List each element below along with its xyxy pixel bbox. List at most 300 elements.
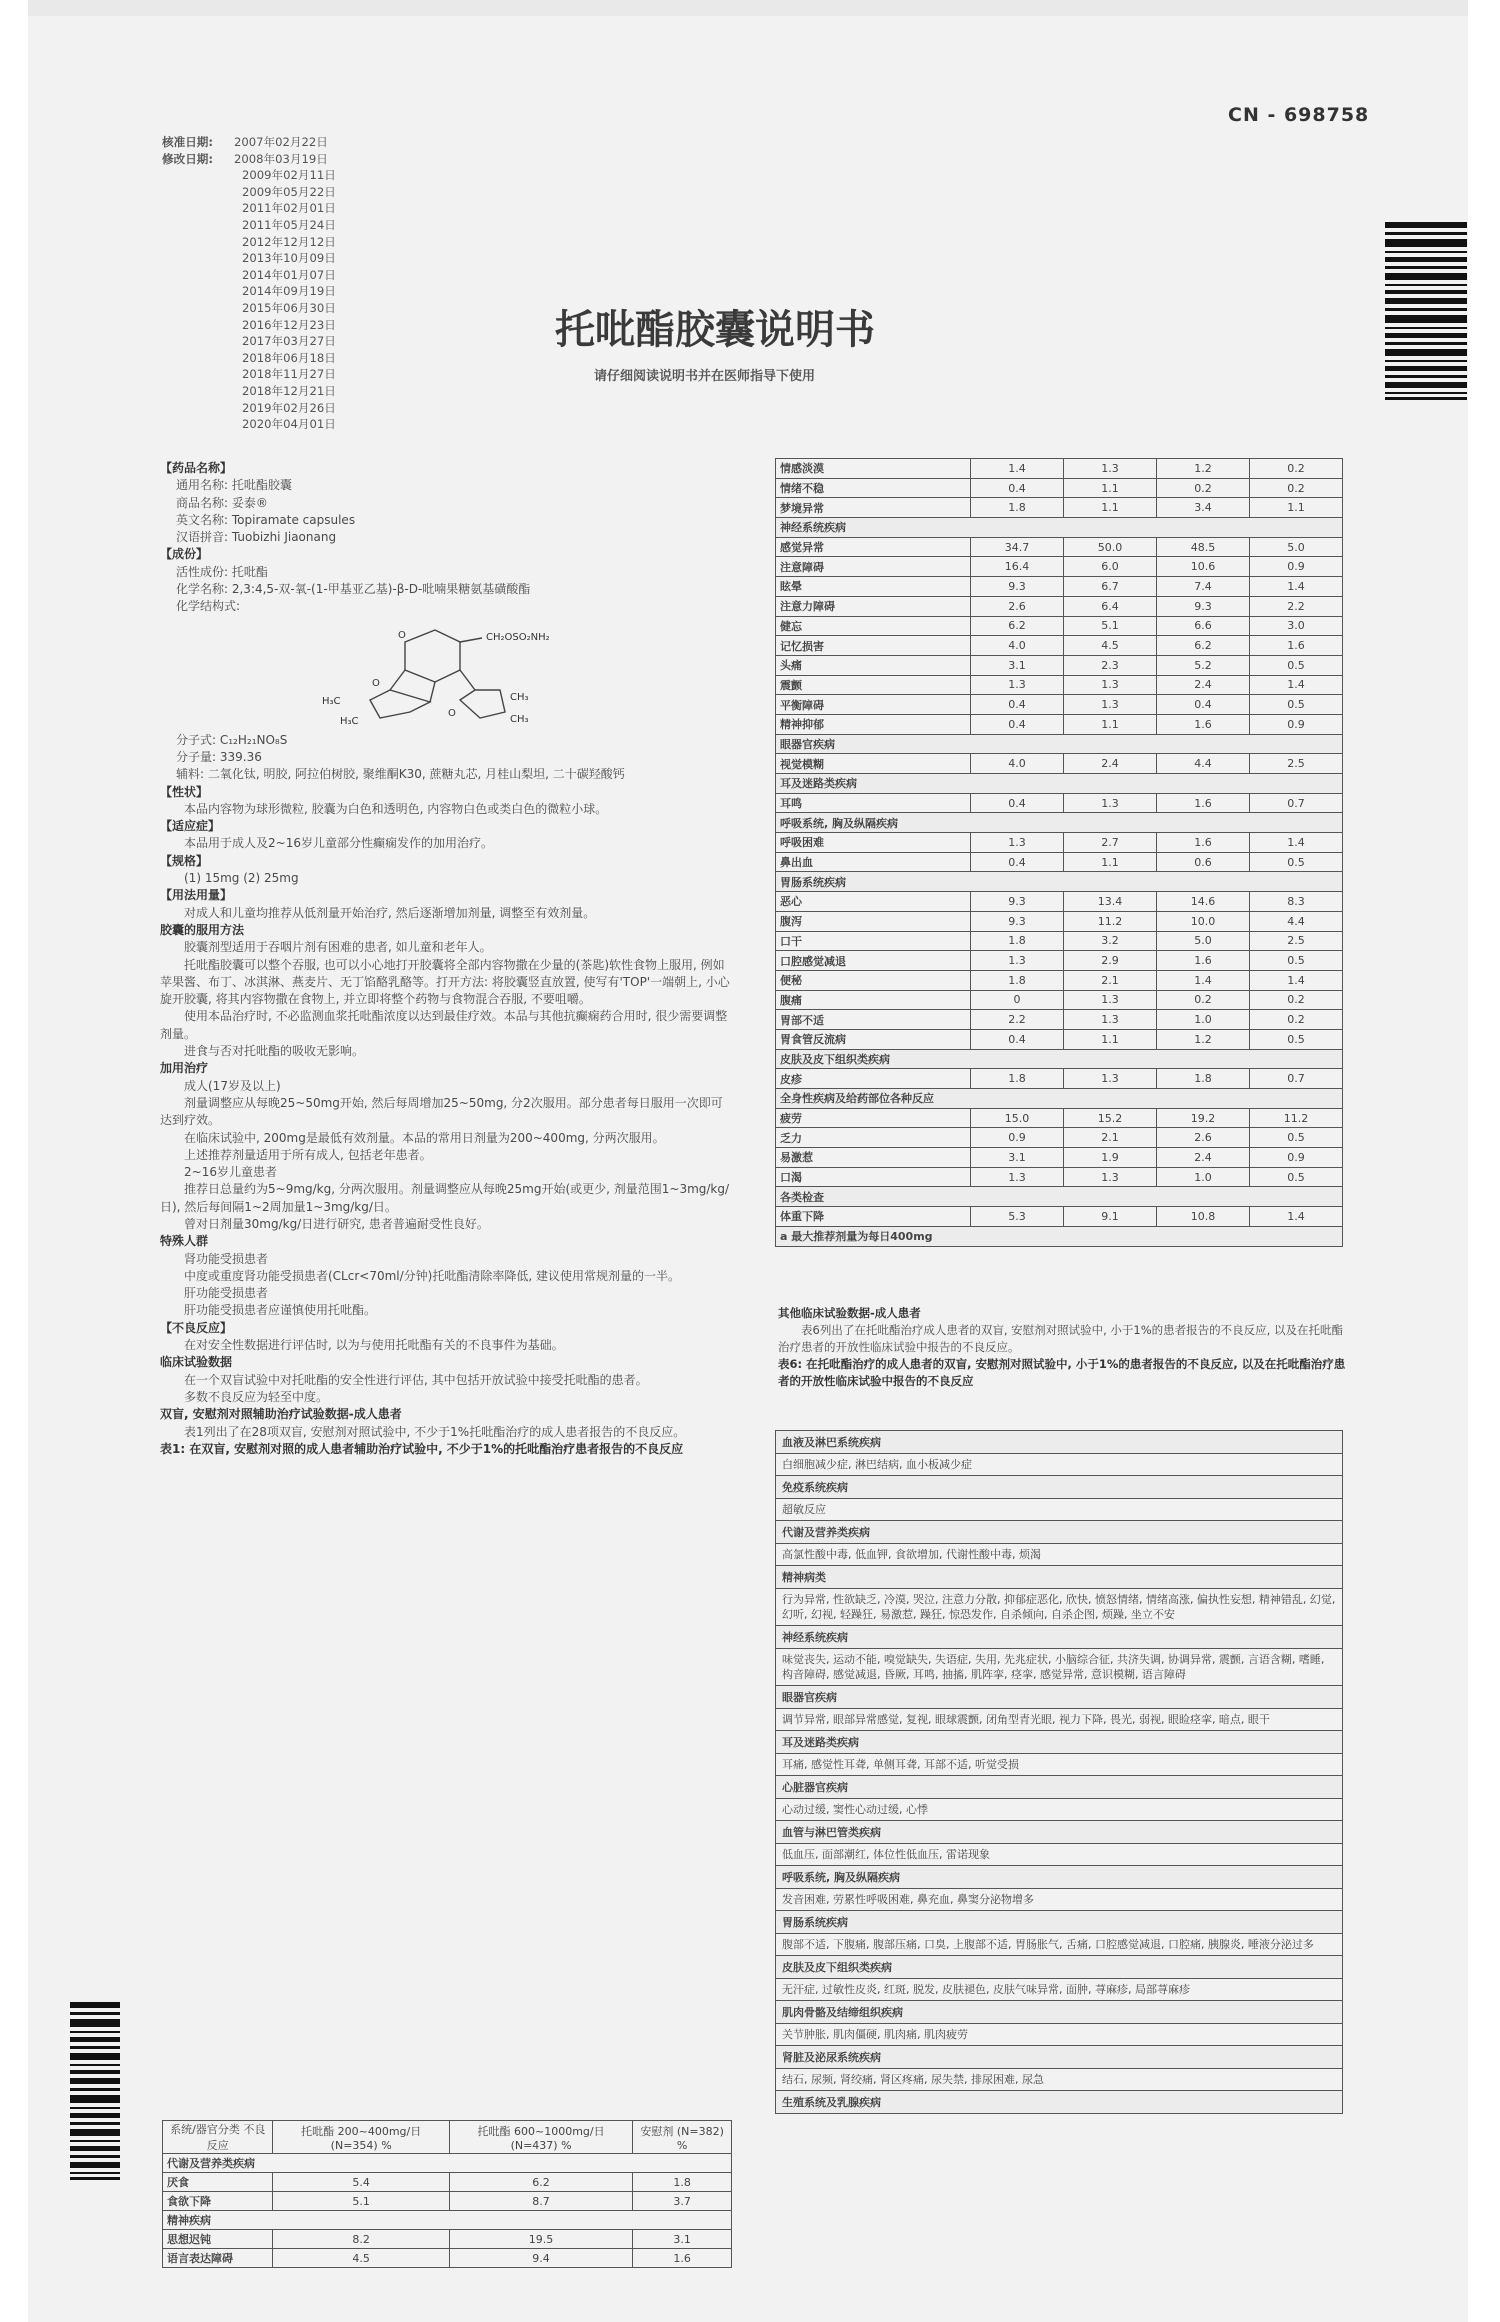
table-cell: 易激惹 [776,1148,971,1168]
text-subheading: 双盲, 安慰剂对照辅助治疗试验数据-成人患者 [160,1407,402,1422]
table-cell: 1.3 [1064,793,1157,813]
text-subheading: 加用治疗 [160,1061,209,1076]
table-row [776,911,1343,931]
table-cell: 2.9 [1064,951,1157,971]
text-subheading: 特殊人群 [160,1234,209,1249]
right-middle-text [778,1305,1348,1390]
table-cell: 3.4 [1157,498,1250,518]
svg-text:CH₂OSO₂NH₂: CH₂OSO₂NH₂ [486,631,550,643]
table-cell: 50.0 [1064,537,1157,557]
table-cell: 1.1 [1064,1029,1157,1049]
table-cell: 视觉模糊 [776,754,971,774]
table-group: 呼吸系统, 胸及纵隔疾病 [776,813,1343,833]
table-row [776,616,1343,636]
table-cell: 关节肿胀, 肌肉僵硬, 肌肉痛, 肌肉疲劳 [776,2024,1343,2046]
adverse-reaction-table-6 [775,1430,1343,2114]
table-row [776,655,1343,675]
table-cell: 1.3 [1064,459,1157,479]
table-cell: 14.6 [1157,892,1250,912]
table-cell: 1.8 [971,931,1064,951]
table-cell: 2.4 [1064,754,1157,774]
table-group: 眼器官疾病 [776,1686,1343,1709]
table-cell: 4.0 [971,754,1064,774]
table-cell: 2.2 [971,1010,1064,1030]
table-cell: 2.4 [1157,675,1250,695]
table-cell: 3.1 [633,2230,732,2249]
table-group: 代谢及营养类疾病 [163,2154,732,2173]
table-row [776,557,1343,577]
table-cell: 1.3 [1064,1010,1157,1030]
table-group: 免疫系统疾病 [776,1476,1343,1499]
text-paragraph: 推荐日总量约为5~9mg/kg, 分两次服用。剂量调整应从每晚25mg开始(或更少, 剂量范围1~3mg/kg/日), 然后每间隔1~2周加量1~3mg/kg/日。 [160,1182,730,1214]
text-line: 英文名称: Topiramate capsules [176,512,356,527]
text-paragraph: 使用本品治疗时, 不必监测血浆托吡酯浓度以达到最佳疗效。本品与其他抗癫痫药合用时, 很少需要调整剂量。 [160,1009,728,1041]
table-row [776,754,1343,774]
table-cell: 1.4 [1250,833,1343,853]
table-row [776,459,1343,479]
table-cell: 5.4 [273,2173,449,2192]
table-header: 托吡酯 600~1000mg/日 (N=437) % [449,2121,632,2154]
revision-date: 2020年04月01日 [242,417,336,432]
revision-date: 2017年03月27日 [242,334,336,349]
table-cell: 味觉丧失, 运动不能, 嗅觉缺失, 失语症, 失用, 先兆症状, 小脑综合征, 共济失调, 协调异常, 震颤, 言语含糊, 嗜睡, 构音障碍, 感觉减退, 昏厥, 耳鸣, 抽搐, 肌阵挛, 痉挛, 感觉异常, 意识模糊, 语言障碍 [776,1649,1343,1686]
table-cell: 4.4 [1250,911,1343,931]
section-heading: 【成份】 [160,547,209,562]
table-cell: 6.2 [449,2173,632,2192]
table-cell: 行为异常, 性欲缺乏, 冷漠, 哭泣, 注意力分散, 抑郁症恶化, 欣快, 愤怒情绪, 情绪高涨, 偏执性妄想, 精神错乱, 幻觉, 幻听, 幻视, 轻躁狂, 易激惹, 躁狂, 惊恐发作, 自杀倾向, 自杀企图, 烦躁, 坐立不安 [776,1589,1343,1626]
table-cell: 6.7 [1064,577,1157,597]
table-cell: 1.2 [1157,1029,1250,1049]
section-heading: 【适应症】 [160,819,221,834]
table-cell: 便秘 [776,970,971,990]
table-cell: 1.6 [1250,636,1343,656]
table-header: 托吡酯 200~400mg/日 (N=354) % [273,2121,449,2154]
document-title: 托吡酯胶囊说明书 [555,307,875,353]
table-group: 心脏器官疾病 [776,1776,1343,1799]
revision-date: 2011年05月24日 [242,217,336,232]
table-cell: 2.3 [1064,655,1157,675]
table-cell: 精神抑郁 [776,714,971,734]
table-cell: 1.6 [1157,793,1250,813]
table-cell: 1.4 [1250,1207,1343,1227]
table-cell: 6.6 [1157,616,1250,636]
text-paragraph: 肝功能受损患者 [184,1286,269,1301]
text-paragraph: 本品用于成人及2~16岁儿童部分性癫痫发作的加用治疗。 [184,836,493,851]
table-group: 生殖系统及乳腺疾病 [776,2091,1343,2114]
table-cell: 19.5 [449,2230,632,2249]
table-cell: 1.1 [1250,498,1343,518]
table-cell: 0.5 [1250,655,1343,675]
table-group: 代谢及营养类疾病 [776,1521,1343,1544]
table-cell: 0.9 [1250,714,1343,734]
text-paragraph: 剂量调整应从每晚25~50mg开始, 然后每周增加25~50mg, 分2次服用。部分患者每日服用一次即可达到疗效。 [160,1095,723,1128]
table-group: 肾脏及泌尿系统疾病 [776,2046,1343,2069]
table-cell: 鼻出血 [776,852,971,872]
table-group: 神经系统疾病 [776,1626,1343,1649]
table-cell: 1.0 [1157,1010,1250,1030]
text-paragraph: 2~16岁儿童患者 [184,1165,277,1180]
table-row [776,1029,1343,1049]
text-paragraph: 在一个双盲试验中对托吡酯的安全性进行评估, 其中包括开放试验中接受托吡酯的患者。 [184,1372,648,1387]
table-cell: 1.3 [1064,990,1157,1010]
table-cell: 情感淡漠 [776,459,971,479]
table-cell: 眩晕 [776,577,971,597]
table-cell: 0.2 [1157,478,1250,498]
section-heading: 【药品名称】 [160,461,233,475]
table-cell: 16.4 [971,557,1064,577]
table-cell: 注意力障碍 [776,596,971,616]
table-cell: 1.8 [971,970,1064,990]
table-cell: 8.2 [273,2230,449,2249]
table-cell: 0.4 [971,793,1064,813]
text-paragraph: 对成人和儿童均推荐从低剂量开始治疗, 然后逐渐增加剂量, 调整至有效剂量。 [184,905,596,920]
table-cell: 13.4 [1064,892,1157,912]
table-cell: 0.4 [971,478,1064,498]
table-cell: 震颤 [776,675,971,695]
table-cell: 8.7 [449,2192,632,2211]
table-group: 血液及淋巴系统疾病 [776,1431,1343,1454]
table-row [776,970,1343,990]
barcode-bottom-icon [70,2002,120,2180]
table-cell: 1.1 [1064,478,1157,498]
table-cell: 4.0 [971,636,1064,656]
table-cell: 0.9 [1250,557,1343,577]
text-paragraph: 肾功能受损患者 [184,1251,269,1266]
table-cell: 34.7 [971,537,1064,557]
table-cell: 1.2 [1157,459,1250,479]
table-cell: 0.7 [1250,1069,1343,1089]
table-cell: 3.2 [1064,931,1157,951]
table-cell: 0.2 [1250,1010,1343,1030]
table-row [776,636,1343,656]
text-paragraph: 上述推荐剂量适用于所有成人, 包括老年患者。 [184,1147,432,1162]
table-cell: 48.5 [1157,537,1250,557]
revision-date: 2016年12月23日 [242,317,336,332]
table-cell: 健忘 [776,616,971,636]
table-row [776,577,1343,597]
text-paragraph: (1) 15mg (2) 25mg [184,871,299,886]
table-cell: 9.3 [1157,596,1250,616]
revision-date: 2018年11月27日 [242,367,336,382]
table-cell: 头痛 [776,655,971,675]
table-cell: 9.1 [1064,1207,1157,1227]
text-paragraph: 成人(17岁及以上) [184,1078,281,1093]
table-row [776,892,1343,912]
table-cell: 6.4 [1064,596,1157,616]
table-cell: 5.0 [1157,931,1250,951]
table-cell: 1.1 [1064,714,1157,734]
table-cell: 10.8 [1157,1207,1250,1227]
approval-label: 核准日期: [162,135,214,149]
table-cell: 0.9 [971,1128,1064,1148]
table-row [776,793,1343,813]
table-cell: 呼吸困难 [776,833,971,853]
table-cell: 0.4 [971,1029,1064,1049]
text-paragraph: 表6列出了在托吡酯治疗成人患者的双盲, 安慰剂对照试验中, 小于1%的患者报告的不良反应, 以及在托吡酯治疗患者的开放性临床试验中报告的不良反应。 [778,1323,1343,1354]
table-cell: 口干 [776,931,971,951]
barcode-top-icon [1385,222,1467,400]
table-cell: 语言表达障碍 [163,2249,273,2268]
table-cell: 0.5 [1250,695,1343,715]
table-cell: 超敏反应 [776,1499,1343,1521]
revision-date: 2009年05月22日 [242,184,336,199]
table-cell: 4.5 [1064,636,1157,656]
table-row [776,1148,1343,1168]
text-line: 化学结构式: [176,599,241,614]
table-cell: 1.3 [1064,675,1157,695]
text-paragraph: 多数不良反应为轻至中度。 [184,1389,329,1404]
table-cell: 2.2 [1250,596,1343,616]
table-cell: 胃食管反流病 [776,1029,971,1049]
adverse-reaction-table-1 [162,2120,732,2268]
table-cell: 4.5 [273,2249,449,2268]
table-cell: 10.0 [1157,911,1250,931]
table-cell: 白细胞减少症, 淋巴结病, 血小板减少症 [776,1454,1343,1476]
table-cell: 结石, 尿频, 肾绞痛, 肾区疼痛, 尿失禁, 排尿困难, 尿急 [776,2069,1343,2091]
table-cell: 1.3 [971,675,1064,695]
table-cell: 1.6 [1157,714,1250,734]
section-heading: 【性状】 [160,784,209,799]
table-cell: 情绪不稳 [776,478,971,498]
revision-date: 2015年06月30日 [242,300,336,315]
text-subheading: 胶囊的服用方法 [160,922,245,937]
table-row [776,1207,1343,1227]
text-paragraph: 曾对日剂量30mg/kg/日进行研究, 患者普遍耐受性良好。 [184,1216,489,1231]
table-cell: 皮疹 [776,1069,971,1089]
text-paragraph: 在对安全性数据进行评估时, 以为与使用托吡酯有关的不良事件为基础。 [184,1338,564,1353]
table-cell: 食欲下降 [163,2192,273,2211]
table-cell: 无汗症, 过敏性皮炎, 红斑, 脱发, 皮肤褪色, 皮肤气味异常, 面肿, 荨麻疹, 局部荨麻疹 [776,1979,1343,2001]
table-cell: 0.5 [1250,951,1343,971]
table-cell: 0.2 [1157,990,1250,1010]
table-cell: 恶心 [776,892,971,912]
table-cell: 1.4 [1250,675,1343,695]
table-cell: 2.5 [1250,754,1343,774]
revision-date: 2012年12月12日 [242,234,336,249]
table-group: 耳及迷路类疾病 [776,774,1343,794]
table-cell: 5.2 [1157,655,1250,675]
table-group: 精神疾病 [163,2211,732,2230]
table-cell: 0.5 [1250,852,1343,872]
table-cell: 7.4 [1157,577,1250,597]
table-cell: 0.4 [971,695,1064,715]
svg-text:O: O [372,677,380,689]
table-row [776,498,1343,518]
text-paragraph: 本品内容物为球形微粒, 胶囊为白色和透明色, 内容物白色或类白色的微粒小球。 [184,801,608,816]
table-row [776,1108,1343,1128]
table-group: 胃肠系统疾病 [776,872,1343,892]
table-caption: 表1: 在双盲, 安慰剂对照的成人患者辅助治疗试验中, 不少于1%的托吡酯治疗患者报告的不良反应 [160,1441,684,1456]
table-cell: 2.1 [1064,1128,1157,1148]
table-cell: 15.2 [1064,1108,1157,1128]
table-cell: 1.8 [1157,1069,1250,1089]
table-group: 肌肉骨骼及结缔组织疾病 [776,2001,1343,2024]
table-cell: 3.1 [971,655,1064,675]
table-cell: 1.6 [633,2249,732,2268]
table-cell: 1.4 [971,459,1064,479]
svg-text:O: O [398,629,406,641]
table-cell: 8.3 [1250,892,1343,912]
table-cell: 0.5 [1250,1167,1343,1187]
table-cell: 2.1 [1064,970,1157,990]
table-cell: 1.8 [971,1069,1064,1089]
table-cell: 6.2 [1157,636,1250,656]
revision-label: 修改日期: [162,151,214,166]
table-cell: 疲劳 [776,1108,971,1128]
table-row [776,1167,1343,1187]
revision-date: 2018年12月21日 [242,383,336,398]
svg-text:H₃C: H₃C [322,695,341,707]
table-cell: 发音困难, 劳累性呼吸困难, 鼻充血, 鼻窦分泌物增多 [776,1889,1343,1911]
table-cell: 调节异常, 眼部异常感觉, 复视, 眼球震颤, 闭角型青光眼, 视力下降, 畏光, 弱视, 眼睑痉挛, 暗点, 眼干 [776,1709,1343,1731]
revision-date: 2019年02月26日 [242,400,336,415]
text-paragraph: 胶囊剂型适用于吞咽片剂有困难的患者, 如儿童和老年人。 [184,940,492,955]
table-cell: 0.2 [1250,990,1343,1010]
table-cell: 胃部不适 [776,1010,971,1030]
revision-date: 2009年02月11日 [242,168,336,183]
table-cell: 1.6 [1157,951,1250,971]
revision-dates [162,134,336,433]
table-cell: 1.3 [1064,1069,1157,1089]
table-cell: 0.4 [971,852,1064,872]
text-line: 分子式: C₁₂H₂₁NO₈S [176,732,288,747]
table-cell: 厌食 [163,2173,273,2192]
text-line: 辅料: 二氧化钛, 明胶, 阿拉伯树胶, 聚维酮K30, 蔗糖丸芯, 月桂山梨坦, 二十碳羟酸钙 [176,767,625,782]
table-cell: 1.4 [1157,970,1250,990]
table-cell: 腹部不适, 下腹痛, 腹部压痛, 口臭, 上腹部不适, 胃肠胀气, 舌痛, 口腔感觉减退, 口腔痛, 胰腺炎, 唾液分泌过多 [776,1934,1343,1956]
revision-date: 2014年01月07日 [242,267,336,282]
table-cell: 耳痛, 感觉性耳聋, 单侧耳聋, 耳部不适, 听觉受损 [776,1754,1343,1776]
table-cell: 腹痛 [776,990,971,1010]
table-cell: 梦境异常 [776,498,971,518]
table-cell: 1.4 [1250,970,1343,990]
table-cell: 1.6 [1157,833,1250,853]
table-cell: 1.3 [971,1167,1064,1187]
top-strip [28,0,1468,16]
table-cell: 高氯性酸中毒, 低血钾, 食欲增加, 代谢性酸中毒, 烦渴 [776,1544,1343,1566]
table-cell: 注意障碍 [776,557,971,577]
table-row [776,675,1343,695]
document-code: CN - 698758 [1228,104,1370,126]
table-cell: 1.9 [1064,1148,1157,1168]
text-line: 商品名称: 妥泰® [176,495,268,510]
table-cell: 3.7 [633,2192,732,2211]
text-paragraph: 表1列出了在28项双盲, 安慰剂对照试验中, 不少于1%托吡酯治疗的成人患者报告的不良反应。 [184,1424,686,1439]
table-group: 眼器官疾病 [776,734,1343,754]
table-row [776,833,1343,853]
text-line: 分子量: 339.36 [176,749,262,764]
table-cell: 平衡障碍 [776,695,971,715]
table-row [776,931,1343,951]
table-caption: 表6: 在托吡酯治疗的成人患者的双盲, 安慰剂对照试验中, 小于1%的患者报告的不良反应, 以及在托吡酯治疗患者的开放性临床试验中报告的不良反应 [778,1357,1346,1388]
table-cell: 9.3 [971,892,1064,912]
chemical-structure-icon [310,620,560,730]
table-cell: 心动过缓, 窦性心动过缓, 心悸 [776,1799,1343,1821]
table-cell: 9.3 [971,577,1064,597]
table-cell: 0.4 [1157,695,1250,715]
table-cell: 0.9 [1250,1148,1343,1168]
text-line: 活性成份: 托吡酯 [176,564,268,579]
table-cell: 2.5 [1250,931,1343,951]
table-group: 全身性疾病及给药部位各种反应 [776,1089,1343,1109]
table-cell: 乏力 [776,1128,971,1148]
table-cell: 1.3 [1064,1167,1157,1187]
table-cell: 0.2 [1250,478,1343,498]
table-cell: 6.0 [1064,557,1157,577]
table-cell: 2.4 [1157,1148,1250,1168]
table-cell: 0.5 [1250,1128,1343,1148]
text-line: 汉语拼音: Tuobizhi Jiaonang [176,530,337,545]
table-cell: 低血压, 面部潮红, 体位性低血压, 雷诺现象 [776,1844,1343,1866]
text-paragraph: 肝功能受损患者应谨慎使用托吡酯。 [184,1303,377,1318]
svg-text:CH₃: CH₃ [510,713,529,725]
table-header: 系统/器官分类 不良反应 [163,2121,273,2154]
table-cell: 记忆损害 [776,636,971,656]
text-paragraph: 进食与否对托吡酯的吸收无影响。 [184,1044,365,1059]
table-row [776,990,1343,1010]
table-cell: 0.7 [1250,793,1343,813]
text-paragraph: 中度或重度肾功能受损患者(CLcr<70ml/分钟)托吡酯清除率降低, 建议使用常规剂量的一半。 [184,1268,680,1283]
revision-date: 2011年02月01日 [242,201,336,216]
document-subtitle: 请仔细阅读说明书并在医师指导下使用 [594,369,816,384]
table-cell: 3.1 [971,1148,1064,1168]
table-cell: 1.8 [633,2173,732,2192]
table-group: 各类检查 [776,1187,1343,1207]
approval-date: 2007年02月22日 [234,135,328,149]
table-cell: 0 [971,990,1064,1010]
adverse-reaction-table-continued [775,458,1343,1247]
table-row [776,714,1343,734]
table-cell: 0.2 [1250,459,1343,479]
table-row [776,1128,1343,1148]
table-group: 耳及迷路类疾病 [776,1731,1343,1754]
table-cell: 感觉异常 [776,537,971,557]
left-column [160,460,732,1458]
table-cell: 3.0 [1250,616,1343,636]
table-cell: 4.4 [1157,754,1250,774]
table-cell: 1.3 [1064,695,1157,715]
table-cell: 19.2 [1157,1108,1250,1128]
table-header: 安慰剂 (N=382) % [633,2121,732,2154]
table-cell: 1.3 [971,951,1064,971]
table-cell: 1.0 [1157,1167,1250,1187]
table-row [776,852,1343,872]
table-cell: 0.6 [1157,852,1250,872]
table-cell: 11.2 [1250,1108,1343,1128]
table-row [776,1010,1343,1030]
text-subheading: 临床试验数据 [160,1355,233,1370]
section-heading: 【规格】 [160,853,209,868]
svg-text:CH₃: CH₃ [510,691,529,703]
table-cell: 口渴 [776,1167,971,1187]
table-note: a 最大推荐剂量为每日400mg [776,1226,1343,1246]
table-cell: 9.3 [971,911,1064,931]
table-group: 呼吸系统, 胸及纵隔疾病 [776,1866,1343,1889]
section-heading: 【不良反应】 [160,1320,233,1335]
table-cell: 10.6 [1157,557,1250,577]
table-cell: 2.7 [1064,833,1157,853]
text-subheading: 其他临床试验数据-成人患者 [778,1306,921,1320]
table-cell: 11.2 [1064,911,1157,931]
table-row [776,1069,1343,1089]
table-row [776,951,1343,971]
table-cell: 5.3 [971,1207,1064,1227]
table-cell: 1.1 [1064,852,1157,872]
table-cell: 5.0 [1250,537,1343,557]
table-cell: 2.6 [1157,1128,1250,1148]
table-group: 胃肠系统疾病 [776,1911,1343,1934]
table-cell: 1.3 [971,833,1064,853]
